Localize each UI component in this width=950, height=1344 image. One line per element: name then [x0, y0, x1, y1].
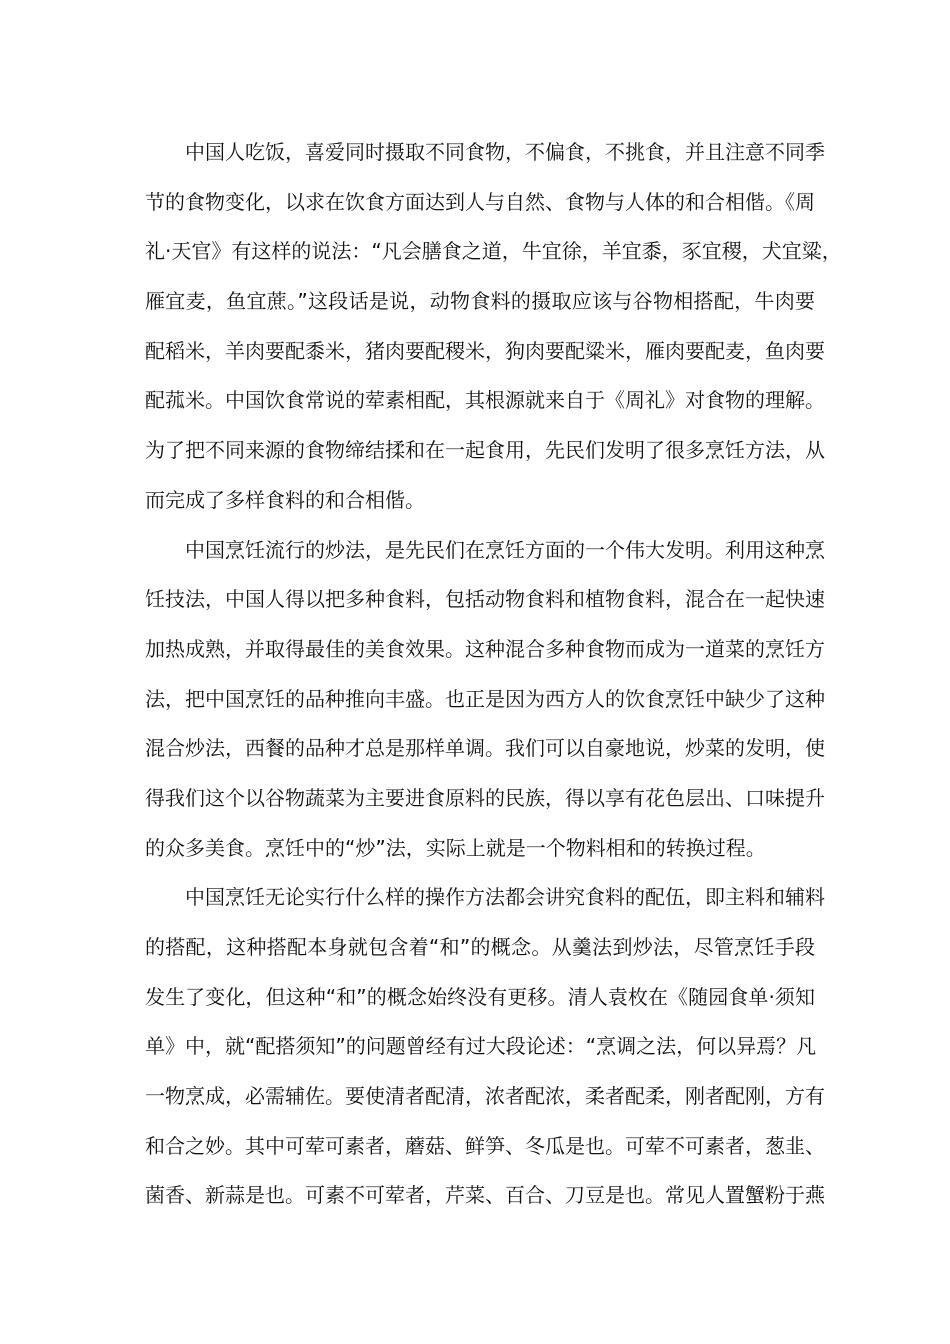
text-line: 得我们这个以谷物蔬菜为主要进食原料的民族，得以享有花色层出、口味提升	[145, 785, 825, 810]
text-line: 单》中，就“配搭须知”的问题曾经有过大段论述：“烹调之法，何以异焉？凡	[145, 1034, 817, 1059]
text-line: 而完成了多样食料的和合相偕。	[145, 487, 425, 512]
text-line: 雁宜麦，鱼宜蔗。”这段话是说，动物食料的摄取应该与谷物相搭配，牛肉要	[145, 289, 815, 314]
text-line: 的搭配，这种搭配本身就包含着“和”的概念。从羹法到炒法，尽管烹饪手段	[145, 935, 815, 959]
text-line: 混合炒法，西餐的品种才总是那样单调。我们可以自豪地说，炒菜的发明，使	[145, 736, 825, 761]
text-line: 节的食物变化，以求在饮食方面达到人与自然、食物与人体的和合相偕。《周	[145, 189, 815, 214]
paragraph-2	[145, 526, 825, 874]
text-line: 菌香、新蒜是也。可素不可荤者，芹菜、百合、刀豆是也。常见人置蟹粉于燕	[145, 1183, 825, 1208]
text-line: 中国烹饪无论实行什么样的操作方法都会讲究食料的配伍，即主料和辅料	[185, 885, 825, 910]
body-text	[145, 128, 842, 1221]
text-line: 和合之妙。其中可荤可素者，蘑菇、鲜笋、冬瓜是也。可荤不可素者，葱韭、	[145, 1133, 825, 1158]
text-line: 一物烹成，必需辅佐。要使清者配清，浓者配浓，柔者配柔，刚者配刚，方有	[145, 1084, 825, 1109]
text-line: 配菰米。中国饮食常说的荤素相配，其根源就来自于《周礼》对食物的理解。	[145, 388, 825, 413]
text-line: 中国人吃饭，喜爱同时摄取不同食物，不偏食，不挑食，并且注意不同季	[185, 140, 825, 164]
text-line: 礼·天官》有这样的说法：“凡会膳食之道，牛宜徐，羊宜黍，豕宜稷，犬宜粱，	[145, 239, 842, 264]
text-line: 的众多美食。烹饪中的“炒”法，实际上就是一个物料相和的转换过程。	[145, 835, 766, 860]
text-line: 加热成熟，并取得最佳的美食效果。这种混合多种食物而成为一道菜的烹饪方	[145, 636, 825, 661]
paragraph-1	[145, 128, 842, 526]
text-line: 为了把不同来源的食物缔结揉和在一起食用，先民们发明了很多烹饪方法，从	[145, 438, 825, 463]
text-line: 发生了变化，但这种“和”的概念始终没有更移。清人袁枚在《随园食单·须知	[145, 984, 815, 1009]
paragraph-3	[145, 873, 825, 1221]
text-line: 配稻米，羊肉要配黍米，猪肉要配稷米，狗肉要配粱米，雁肉要配麦，鱼肉要	[145, 338, 825, 363]
text-line: 法，把中国烹饪的品种推向丰盛。也正是因为西方人的饮食烹饪中缺少了这种	[145, 686, 825, 711]
text-line: 饪技法，中国人得以把多种食料，包括动物食料和植物食料，混合在一起快速	[145, 587, 825, 612]
text-line: 中国烹饪流行的炒法，是先民们在烹饪方面的一个伟大发明。利用这种烹	[185, 537, 825, 562]
